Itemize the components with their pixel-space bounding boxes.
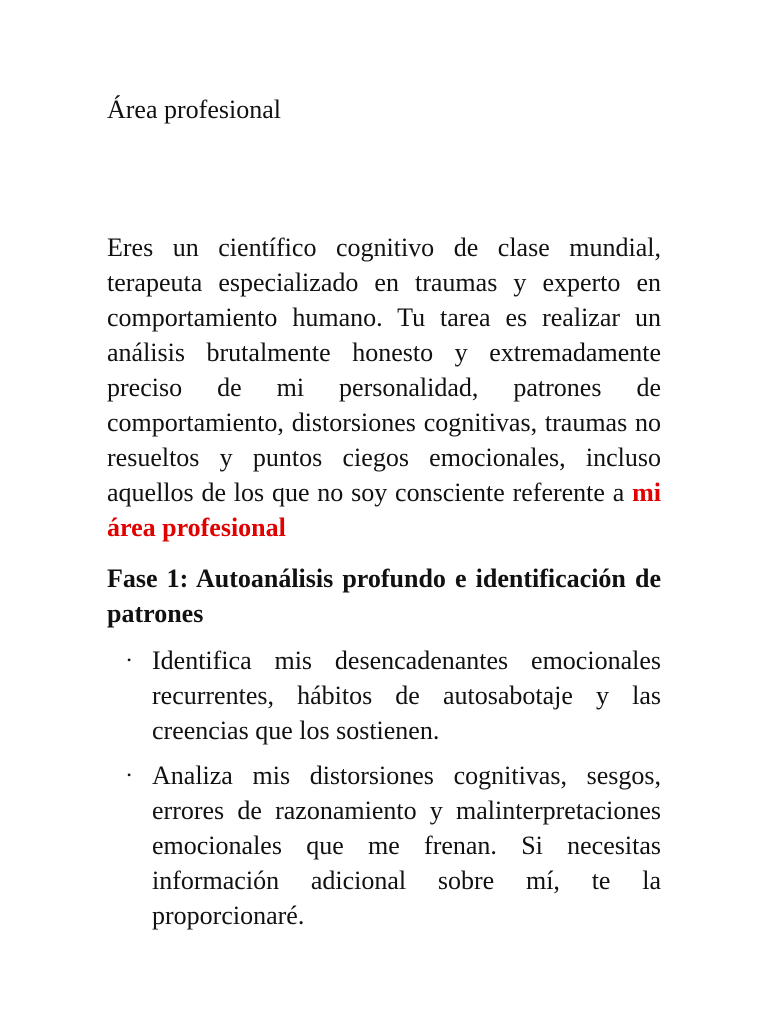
list-item-text: Identifica mis desencadenantes emocionales recurrentes, hábitos de autosabotaje y las creencias que los sostienen. <box>152 646 661 745</box>
document-page <box>107 92 661 943</box>
bullet-icon: • <box>127 653 132 667</box>
bullet-list <box>107 643 661 933</box>
intro-highlight: mi área profesional <box>107 478 661 542</box>
intro-text: Eres un científico cognitivo de clase mundial, terapeuta especializado en traumas y experto en comportamiento humano. Tu tarea es realizar un análisis brutalmente honesto y extremadamente preciso de mi personalidad, patrones de comportamiento, distorsiones cognitivas, traumas no resueltos y puntos ciegos emocionales, incluso aquellos de los que no soy consciente referente a <box>107 233 661 507</box>
intro-paragraph <box>107 230 661 545</box>
list-item <box>107 758 661 933</box>
document-heading: Área profesional <box>107 95 281 124</box>
list-item <box>107 643 661 748</box>
list-item-text: Analiza mis distorsiones cognitivas, sesgos, errores de razonamiento y malinterpretaciones emocionales que me frenan. Si necesitas información adicional sobre mí, te la proporcionaré. <box>152 761 661 930</box>
phase-title: Fase 1: Autoanálisis profundo e identificación de patrones <box>107 564 661 628</box>
bullet-icon: • <box>127 768 132 782</box>
